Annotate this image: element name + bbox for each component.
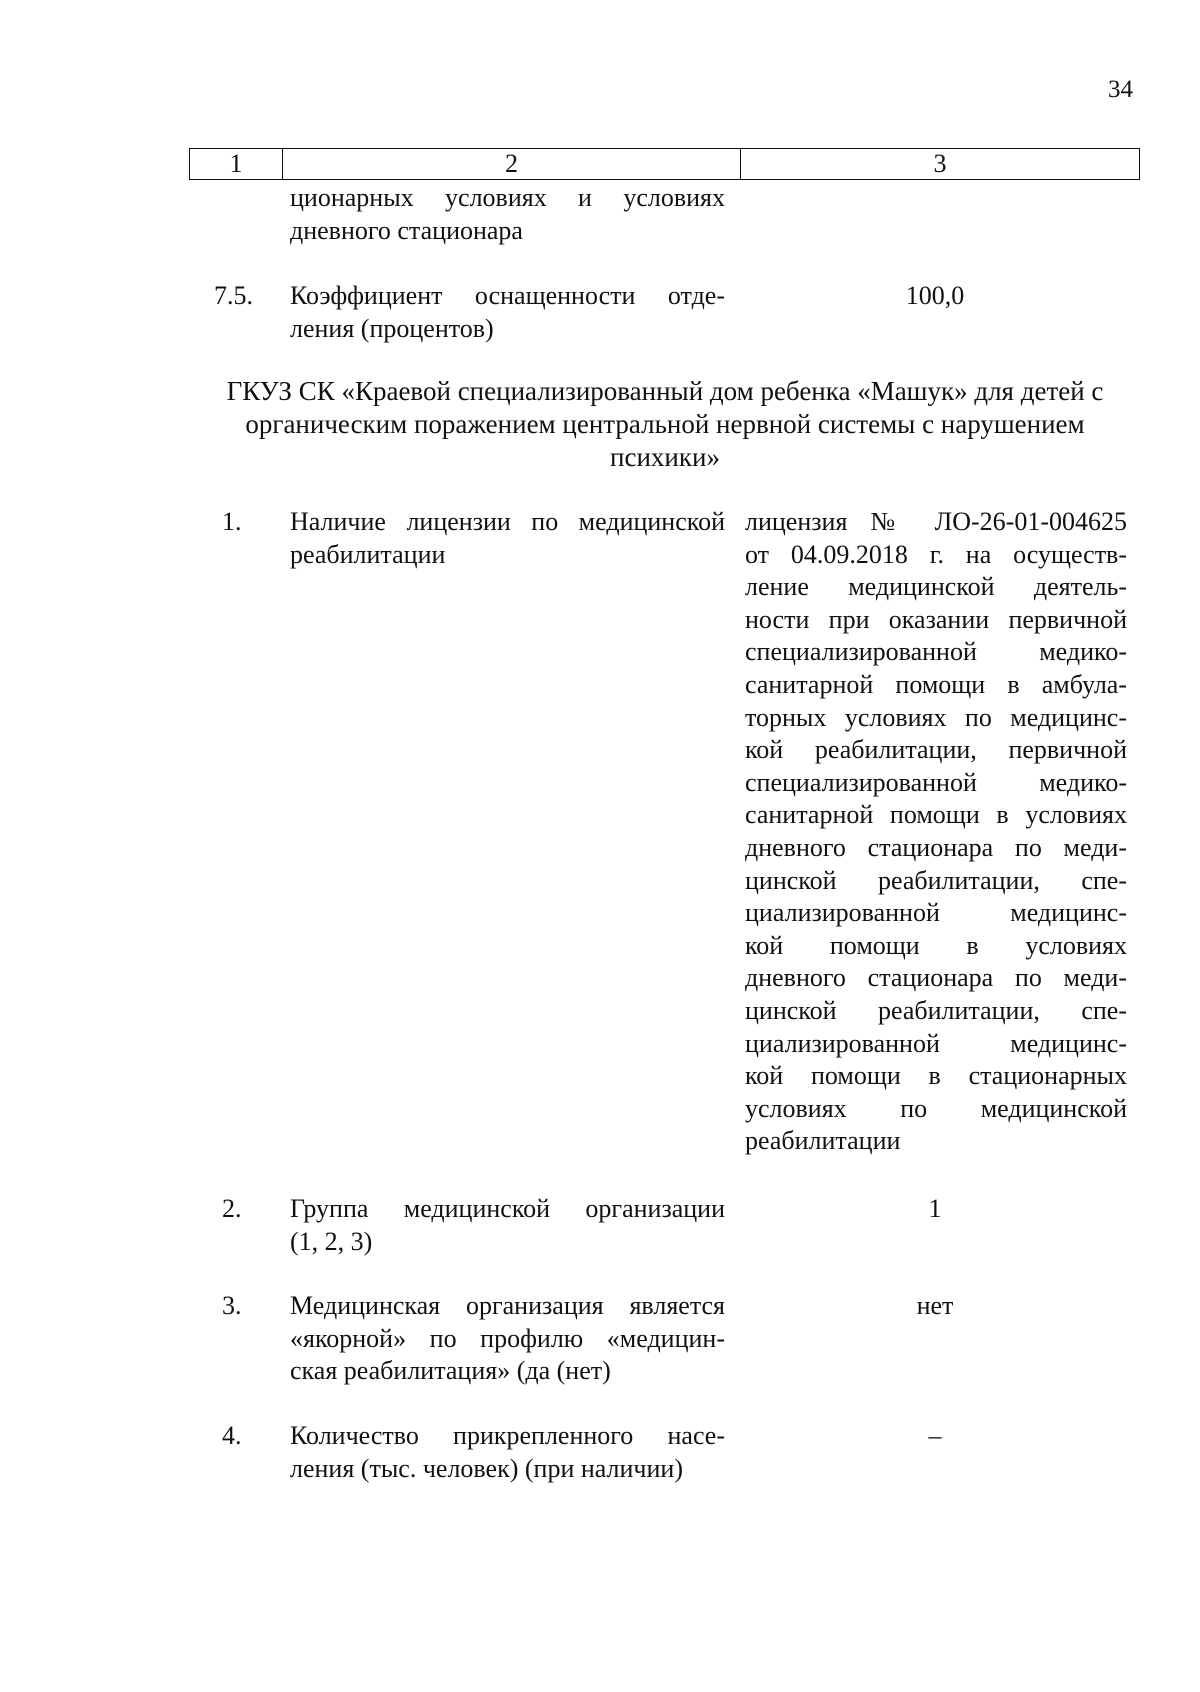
license-line: от 04.09.2018 г. на осуществ-: [745, 539, 1127, 569]
row-4-number: 4.: [222, 1421, 242, 1450]
section-title-line: психики»: [610, 442, 720, 472]
continuation-line: ционарных условиях и условиях: [290, 183, 725, 212]
item-7-5-value: 100,0: [905, 281, 965, 310]
row-1-label-line: реабилитации: [290, 539, 446, 569]
row-1-label-line: Наличие лицензии по медицинской: [290, 507, 725, 536]
license-line: реабилитации: [745, 1126, 901, 1156]
row-4-value: –: [928, 1421, 942, 1450]
license-line: ности при оказании первичной: [745, 604, 1127, 634]
license-line: санитарной помощи в условиях: [745, 800, 1127, 830]
row-2-value: 1: [928, 1194, 942, 1223]
column-header-row: [190, 149, 1140, 180]
column-header-1: 1: [190, 149, 283, 180]
license-line: условиях по медицинской: [745, 1093, 1127, 1123]
row-3-label-line: Медицинская организация является: [290, 1291, 725, 1320]
row-1-number: 1.: [222, 507, 242, 536]
license-line: дневного стационара по меди-: [745, 963, 1127, 993]
row-4-label-line: ления (тыс. человек) (при наличии): [290, 1453, 683, 1483]
license-line: циализированной медицинс-: [745, 898, 1127, 928]
row-3-value: нет: [916, 1291, 954, 1320]
row-3-label: [290, 1290, 725, 1388]
license-line: кой помощи в условиях: [745, 930, 1127, 960]
license-description: [745, 506, 1127, 1158]
license-line: лицензия № ЛО-26-01-004625: [745, 507, 1127, 536]
row-4-label: [290, 1420, 725, 1485]
column-header-2: 2: [283, 149, 741, 180]
license-line: циализированной медицинс-: [745, 1028, 1127, 1058]
row-1-label: [290, 506, 725, 571]
item-7-5-label: [290, 280, 725, 345]
license-line: кой реабилитации, первичной: [745, 735, 1127, 765]
continuation-line: дневного стационара: [290, 215, 523, 245]
row-3-label-line: «якорной» по профилю «медицин-: [290, 1323, 725, 1353]
license-line: специализированной медико-: [745, 637, 1127, 667]
page-number: 34: [1108, 76, 1133, 103]
license-line: торных условиях по медицинс-: [745, 702, 1127, 732]
item-7-5-label-line: ления (процентов): [290, 313, 494, 343]
license-line: дневного стационара по меди-: [745, 832, 1127, 862]
section-title-line: ГКУЗ СК «Краевой специализированный дом ребенка «Машук» для детей с: [226, 376, 1104, 406]
column-header-3: 3: [741, 149, 1140, 180]
row-3-label-line: ская реабилитация» (да (нет): [290, 1356, 611, 1385]
license-line: ление медицинской деятель-: [745, 572, 1127, 602]
row-2-label: [290, 1193, 725, 1258]
license-line: цинской реабилитации, спе-: [745, 865, 1127, 895]
row-4-label-line: Количество прикрепленного насе-: [290, 1421, 725, 1450]
row-2-number: 2.: [222, 1194, 242, 1223]
license-line: кой помощи в стационарных: [745, 1061, 1127, 1091]
row-3-number: 3.: [222, 1291, 242, 1320]
column-header-table: [189, 148, 1140, 180]
item-7-5-number: 7.5.: [214, 281, 253, 310]
section-title: [190, 375, 1140, 474]
item-7-5-label-line: Коэффициент оснащенности отде-: [290, 281, 725, 310]
license-line: специализированной медико-: [745, 767, 1127, 797]
license-line: санитарной помощи в амбула-: [745, 669, 1127, 699]
continuation-text: [290, 182, 725, 247]
row-2-label-line: Группа медицинской организации: [290, 1194, 725, 1223]
section-title-line: органическим поражением центральной нервной системы с нарушением: [245, 409, 1085, 439]
license-line: цинской реабилитации, спе-: [745, 995, 1127, 1025]
row-2-label-line: (1, 2, 3): [290, 1226, 373, 1256]
